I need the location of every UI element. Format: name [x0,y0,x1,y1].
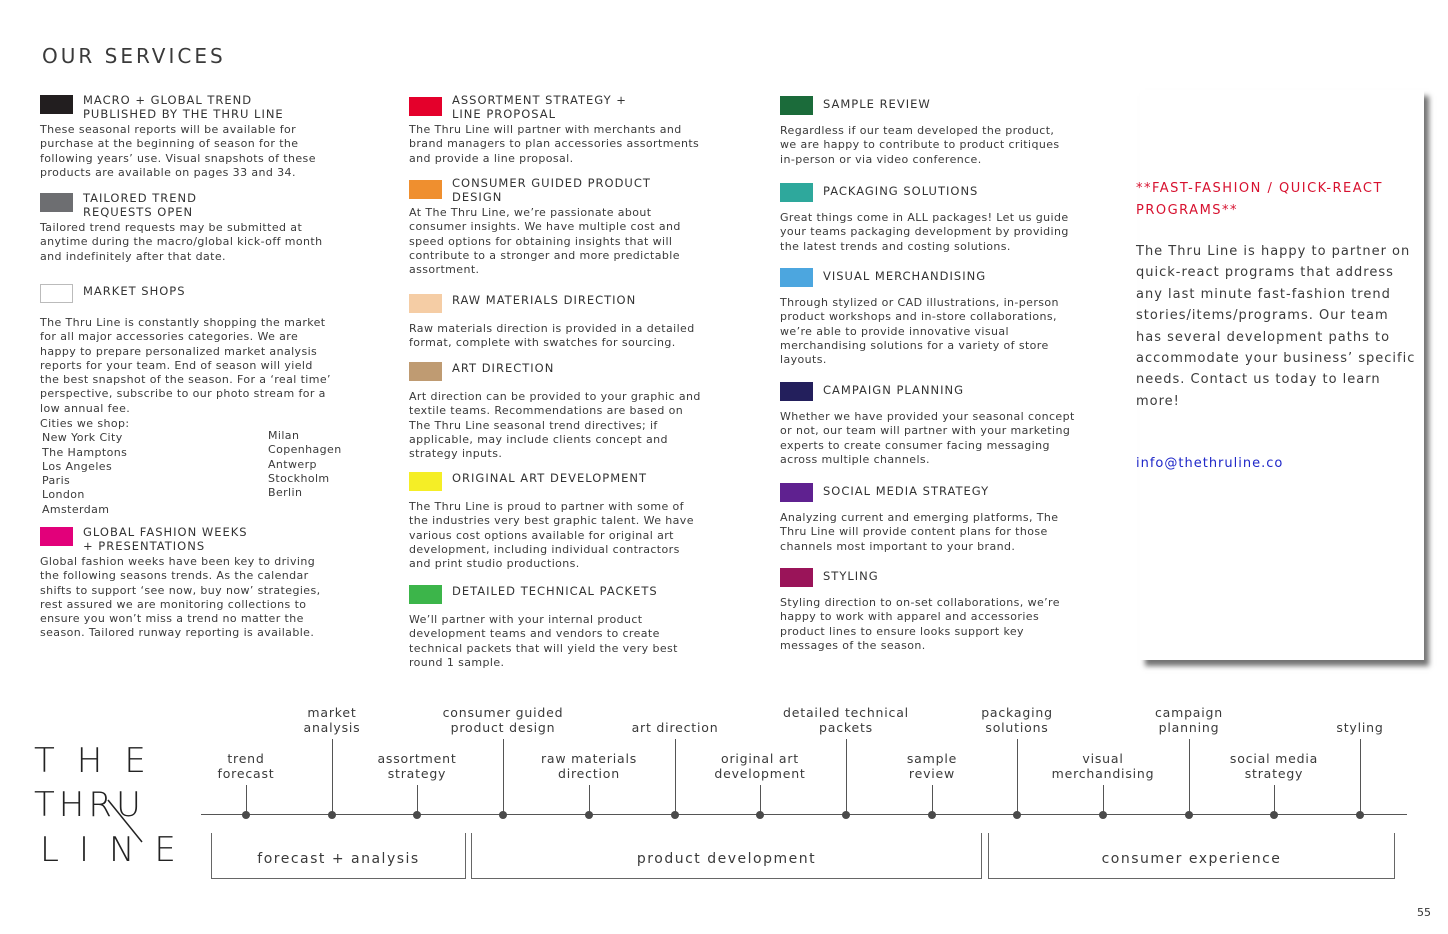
city: Milan [268,429,300,442]
timeline-dot [242,811,250,819]
timeline-dot [671,811,679,819]
timeline-tick [675,739,676,815]
service-market-shops [40,282,370,416]
service-description: Whether we have provided your seasonal concept or not, our team will partner with your marketing experts to create consumer facing messaging across multiple channels. [780,410,1075,466]
timeline-step-label: visual merchandising [1051,751,1155,781]
timeline-axis [201,814,1407,815]
timeline-step-label: consumer guided product design [442,705,564,735]
color-swatch [780,483,813,502]
service-title: STYLING [823,569,879,583]
city: Berlin [268,486,303,500]
timeline-step-label: assortment strategy [377,751,457,781]
service-social-media [780,481,1110,554]
service-title: MARKET SHOPS [83,284,186,298]
timeline-tick [1189,739,1190,815]
color-swatch [409,294,442,313]
logo-line-3: LINE [40,830,196,870]
service-description: Styling direction to on-set collaborations, we’re happy to work with apparel and accessories product lines to ensure looks support key messages of the season. [780,596,1060,652]
color-swatch [780,382,813,401]
city: London [42,488,85,502]
timeline-dot [499,811,507,819]
service-title: SOCIAL MEDIA STRATEGY [823,484,990,498]
color-swatch [780,183,813,202]
timeline-dot [1356,811,1364,819]
service-title: VISUAL MERCHANDISING [823,269,987,283]
service-original-art [409,470,739,571]
timeline-dot [756,811,764,819]
service-description: Through stylized or CAD illustrations, in-person product workshops and in-store collaborations, we’re able to provide innovative visual merchandising solutions for a variety of store layouts. [780,296,1059,367]
timeline-step-label: art direction [631,720,719,735]
timeline-step-label: raw materials direction [540,751,638,781]
service-description: The Thru Line will partner with merchants and brand managers to plan accessories assortments and provide a line proposal. [409,123,700,165]
service-styling [780,566,1110,653]
timeline-step-label: sample review [906,751,958,781]
timeline-dot [1013,811,1021,819]
service-title: GLOBAL FASHION WEEKS + PRESENTATIONS [83,525,248,553]
phase-consumer-experience [988,833,1395,879]
thru-line-logo [34,738,196,873]
service-title: RAW MATERIALS DIRECTION [452,293,637,307]
color-swatch [409,180,442,199]
timeline-tick [1017,739,1018,815]
service-title: PACKAGING SOLUTIONS [823,184,979,198]
color-swatch [409,97,442,116]
service-campaign-planning [780,380,1110,467]
color-swatch [409,472,442,491]
city: Antwerp [268,457,317,471]
city: Stockholm [268,471,330,485]
color-swatch [40,95,73,114]
service-title: MACRO + GLOBAL TREND PUBLISHED BY THE THRU LINE [83,93,284,121]
color-swatch [409,362,442,381]
timeline-step-label: packaging solutions [981,705,1053,735]
panel-body: The Thru Line is happy to partner on quick-react programs that address any last minute fast-fashion trend stories/items/programs. Our team has several development paths to accommodate your business’ specific needs. Contact us today to learn more! [1136,244,1416,409]
cities-list [40,417,129,517]
logo-line-1: THE [34,741,168,781]
service-title: ART DIRECTION [452,361,555,375]
color-swatch [780,568,813,587]
service-description: Regardless if our team developed the product, we are happy to contribute to product critiques in-person or via video conference. [780,124,1060,166]
service-title: ORIGINAL ART DEVELOPMENT [452,471,648,485]
timeline-step-label: trend forecast [217,751,275,781]
service-consumer-guided-design [409,176,739,277]
timeline-dot [585,811,593,819]
service-assortment-strategy [409,93,739,166]
timeline-step-label: social media strategy [1229,751,1319,781]
timeline-dot [1099,811,1107,819]
service-description: Global fashion weeks have been key to driving the following seasons trends. As the calendar shifts to support ‘see now, buy now’ strategies, rest assured we are monitoring collections to ensure you won’t miss a trend no matter the season. Tailored runway reporting is available. [40,555,321,640]
city: Los Angeles [42,459,113,473]
cities-list-second [268,429,342,500]
service-description: At The Thru Line, we’re passionate about consumer insights. We have multiple cost and speed options for obtaining insights that will contribute to a stronger and more predictable assortment. [409,206,681,277]
service-title: SAMPLE REVIEW [823,97,931,111]
service-description: The Thru Line is proud to partner with some of the industries very best graphic talent. We have various cost options available for original art development, including individual contractors and print studio productions. [409,500,694,571]
timeline-dot [413,811,421,819]
service-tailored-trend [40,191,370,264]
color-swatch [40,193,73,212]
panel-title: **FAST-FASHION / QUICK-REACT PROGRAMS** [1136,181,1383,218]
service-macro-global-trend [40,93,370,180]
timeline-dot [1270,811,1278,819]
service-packaging [780,181,1110,254]
service-sample-review [780,94,1110,167]
service-title: CAMPAIGN PLANNING [823,383,965,397]
timeline-dot [328,811,336,819]
timeline-tick [1360,739,1361,815]
service-art-direction [409,360,739,461]
timeline-tick [846,739,847,815]
city: New York City [42,431,123,445]
timeline-dot [1185,811,1193,819]
service-description: These seasonal reports will be available for purchase at the beginning of season for the following years’ use. Visual snapshots of these products are available on pages 33 and 34. [40,123,316,179]
service-description: Great things come in ALL packages! Let us guide your teams packaging development by providing the latest trends and costing solutions. [780,211,1069,253]
phase-product-development [471,833,982,879]
phase-label: consumer experience [1101,851,1282,867]
page-number: 55 [1417,906,1431,919]
city: The Hamptons [42,445,128,459]
timeline-step-label: detailed technical packets [783,705,909,735]
service-global-fashion-weeks [40,525,370,641]
service-title: ASSORTMENT STRATEGY + LINE PROPOSAL [452,93,627,121]
timeline-dot [842,811,850,819]
service-title: CONSUMER GUIDED PRODUCT DESIGN [452,176,651,204]
timeline-dot [928,811,936,819]
color-swatch [780,268,813,287]
service-description: The Thru Line is constantly shopping the market for all major accessories categories. We are happy to prepare personalized market analysis reports for your team. End of season will yield the best snapshot of the season. For a ‘real time’ perspective, subscribe to our photo stream for a low annual fee. [40,316,331,415]
service-technical-packets [409,583,739,670]
timeline-step-label: campaign planning [1154,705,1224,735]
service-description: Tailored trend requests may be submitted at anytime during the macro/global kick-off month and indefinitely after that date. [40,221,323,263]
color-swatch [40,284,73,303]
color-swatch [40,527,73,546]
service-title: DETAILED TECHNICAL PACKETS [452,584,658,598]
contact-email-link[interactable]: info@thethruline.co [1136,456,1284,471]
color-swatch [780,96,813,115]
service-description: Raw materials direction is provided in a detailed format, complete with swatches for sourcing. [409,322,695,350]
service-description: Art direction can be provided to your graphic and textile teams. Recommendations are based on The Thru Line seasonal trend directives; if applicable, may include clients concept and strategy inputs. [409,390,701,461]
timeline-step-label: styling [1336,720,1384,735]
timeline-step-label: original art development [714,751,806,781]
service-raw-materials [409,292,739,351]
timeline-tick [503,739,504,815]
page-title: OUR SERVICES [42,44,226,68]
cities-label: Cities we shop: [40,417,130,430]
phase-label: forecast + analysis [257,851,420,867]
logo-line-2: THRU [34,785,145,825]
service-title: TAILORED TREND REQUESTS OPEN [83,191,197,219]
service-description: We’ll partner with your internal product development teams and vendors to create technical packets that will yield the very best round 1 sample. [409,613,678,669]
city: Copenhagen [268,443,342,457]
timeline-tick [332,739,333,815]
city: Paris [42,474,71,488]
timeline-step-label: market analysis [303,705,361,735]
city: Amsterdam [42,502,110,516]
phase-forecast-analysis [211,833,466,879]
service-description: Analyzing current and emerging platforms, The Thru Line will provide content plans for those channels most important to your brand. [780,511,1059,553]
service-visual-merchandising [780,266,1110,367]
color-swatch [409,585,442,604]
phase-label: product development [636,851,817,867]
